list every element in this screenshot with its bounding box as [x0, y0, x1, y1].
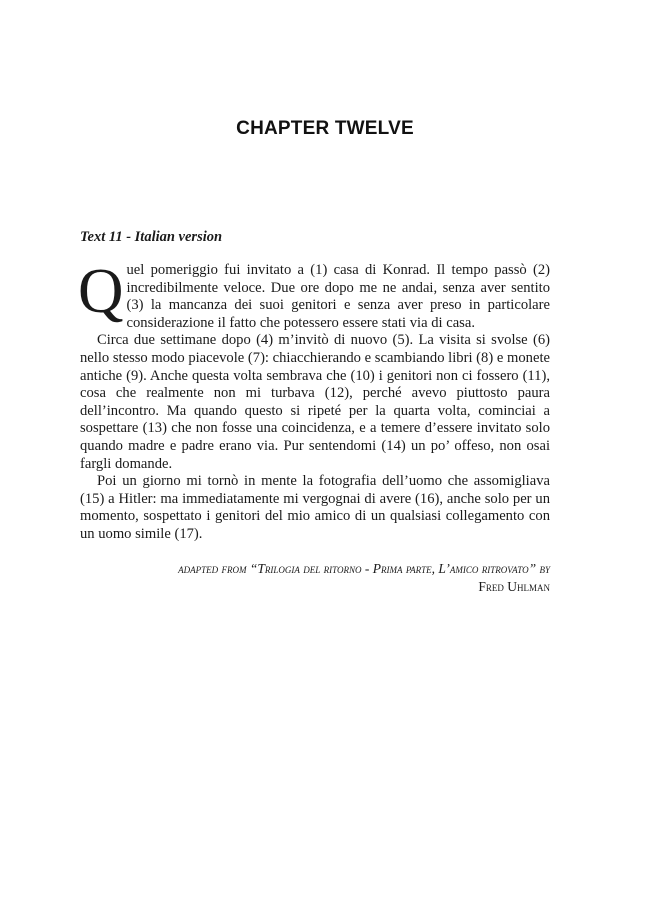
attribution-source: adapted from “Trilogia del ritorno - Prima parte, L’amico ritrovato” by: [178, 561, 550, 576]
attribution-author: Fred Uhlman: [478, 579, 550, 594]
paragraph-1-text: uel pomeriggio fui invitato a (1) casa di Konrad. Il tempo passò (2) incredibilmente veloce. Due ore dopo me ne andai, senza aver sentito (3) la mancanza dei suoi genitori e senza aver preso in particolare considerazione il fatto che potessero essere stati via di casa.: [126, 262, 550, 331]
chapter-title: CHAPTER TWELVE: [236, 118, 414, 139]
attribution: [80, 560, 550, 596]
section-heading: Text 11 - Italian version: [80, 229, 223, 245]
paragraph-3: Poi un giorno mi tornò in mente la fotografia dell’uomo che assomigliava (15) a Hitler: ma immediatamente mi vergognai di avere (16), anche solo per un momento, sospettato i genitori del mio amico di un qualsiasi collegamento con un uomo simile (17).: [80, 473, 550, 542]
drop-cap: Q: [78, 256, 124, 326]
body-text: [78, 256, 550, 544]
paragraph-2: Circa due settimane dopo (4) m’invitò di nuovo (5). La visita si svolse (6) nello stesso modo piacevole (7): chiacchierando e scambiando libri (8) e monete antiche (9). Anche questa volta sembrava che (10) i genitori non ci fossero (11), cosa che realmente non mi turbava (12), perché avevo piuttosto paura dell’incontro. Ma quando questo si ripeté per la quarta volta, cominciai a sospettare (13) che non fosse una coincidenza, e a temere d’essere invitato solo quando madre e padre erano via. Pur sentendomi (14) un po’ offeso, non osai fargli domande.: [80, 332, 550, 472]
paragraph-1: [78, 256, 550, 332]
